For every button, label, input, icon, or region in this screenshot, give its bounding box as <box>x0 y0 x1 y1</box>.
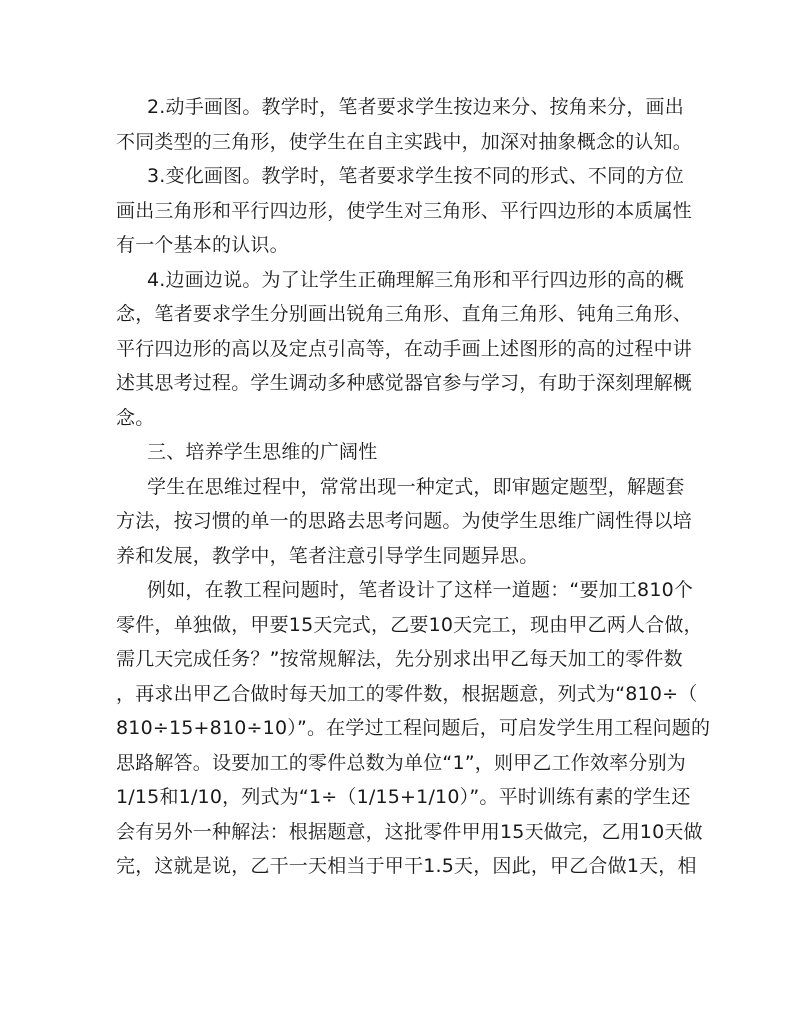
text-line: 不同类型的三角形，使学生在自主实践中，加深对抽象概念的认知。 <box>116 130 693 153</box>
text-line: 1/15和1/10，列式为“1÷（1/15+1/10）”。平时训练有素的学生还 <box>116 786 691 808</box>
text-line: 零件，单独做，甲要15天完式，乙要10天完工，现由甲乙两人合做， <box>116 613 703 636</box>
text-line: 4.边画边说。为了让学生正确理解三角形和平行四边形的高的概 <box>147 268 684 291</box>
text-line: 平行四边形的高以及定点引高等，在动手画上述图形的高的过程中讲 <box>116 337 693 360</box>
text-line: 念。 <box>116 406 155 429</box>
text-line: 3.变化画图。教学时，笔者要求学生按不同的形式、不同的方位 <box>147 165 684 187</box>
text-line: 学生在思维过程中，常常出现一种定式，即审题定题型，解题套 <box>147 475 685 498</box>
text-line: 有一个基本的认识。 <box>116 234 289 256</box>
text-line: 述其思考过程。学生调动多种感觉器官参与学习，有助于深刻理解概 <box>116 372 693 394</box>
paragraph-engineering-example <box>116 573 711 884</box>
text-line: 需几天完成任务？”按常规解法，先分别求出甲乙每天加工的零件数 <box>116 648 683 670</box>
text-line: 例如，在教工程问题时，笔者设计了这样一道题：“要加工810个 <box>147 579 694 601</box>
paragraph-draw-by-hand <box>116 90 693 159</box>
text-line: 思路解答。设要加工的零件总数为单位“1”，则甲乙工作效率分别为 <box>116 751 686 774</box>
text-line: 画出三角形和平行四边形，使学生对三角形、平行四边形的本质属性 <box>116 199 693 222</box>
text-line: ，再求出甲乙合做时每天加工的零件数，根据题意，列式为“810÷（ <box>116 682 698 705</box>
text-line: 810÷15+810÷10）”。在学过工程问题后，可启发学生用工程问题的 <box>116 717 711 739</box>
document-body <box>116 90 711 884</box>
text-line: 养和发展，教学中，笔者注意引导学生同题异思。 <box>116 544 539 567</box>
section-heading <box>116 435 664 470</box>
text-line: 2.动手画图。教学时，笔者要求学生按边来分、按角来分，画出 <box>147 96 684 118</box>
text-line: 方法，按习惯的单一的思路去思考问题。为使学生思维广阔性得以培 <box>116 510 693 532</box>
text-line: 完，这就是说，乙干一天相当于甲干1.5天，因此，甲乙合做1天，相 <box>116 855 697 877</box>
text-line: 念，笔者要求学生分别画出锐角三角形、直角三角形、钝角三角形、 <box>116 303 693 325</box>
paragraph-draw-and-speak <box>116 263 693 436</box>
paragraph-varied-drawing <box>116 159 693 263</box>
heading-line: 三、培养学生思维的广阔性 <box>147 441 378 463</box>
text-line: 会有另外一种解法：根据题意，这批零件甲用15天做完，乙用10天做 <box>116 820 703 843</box>
paragraph-thinking-pattern <box>116 470 693 574</box>
